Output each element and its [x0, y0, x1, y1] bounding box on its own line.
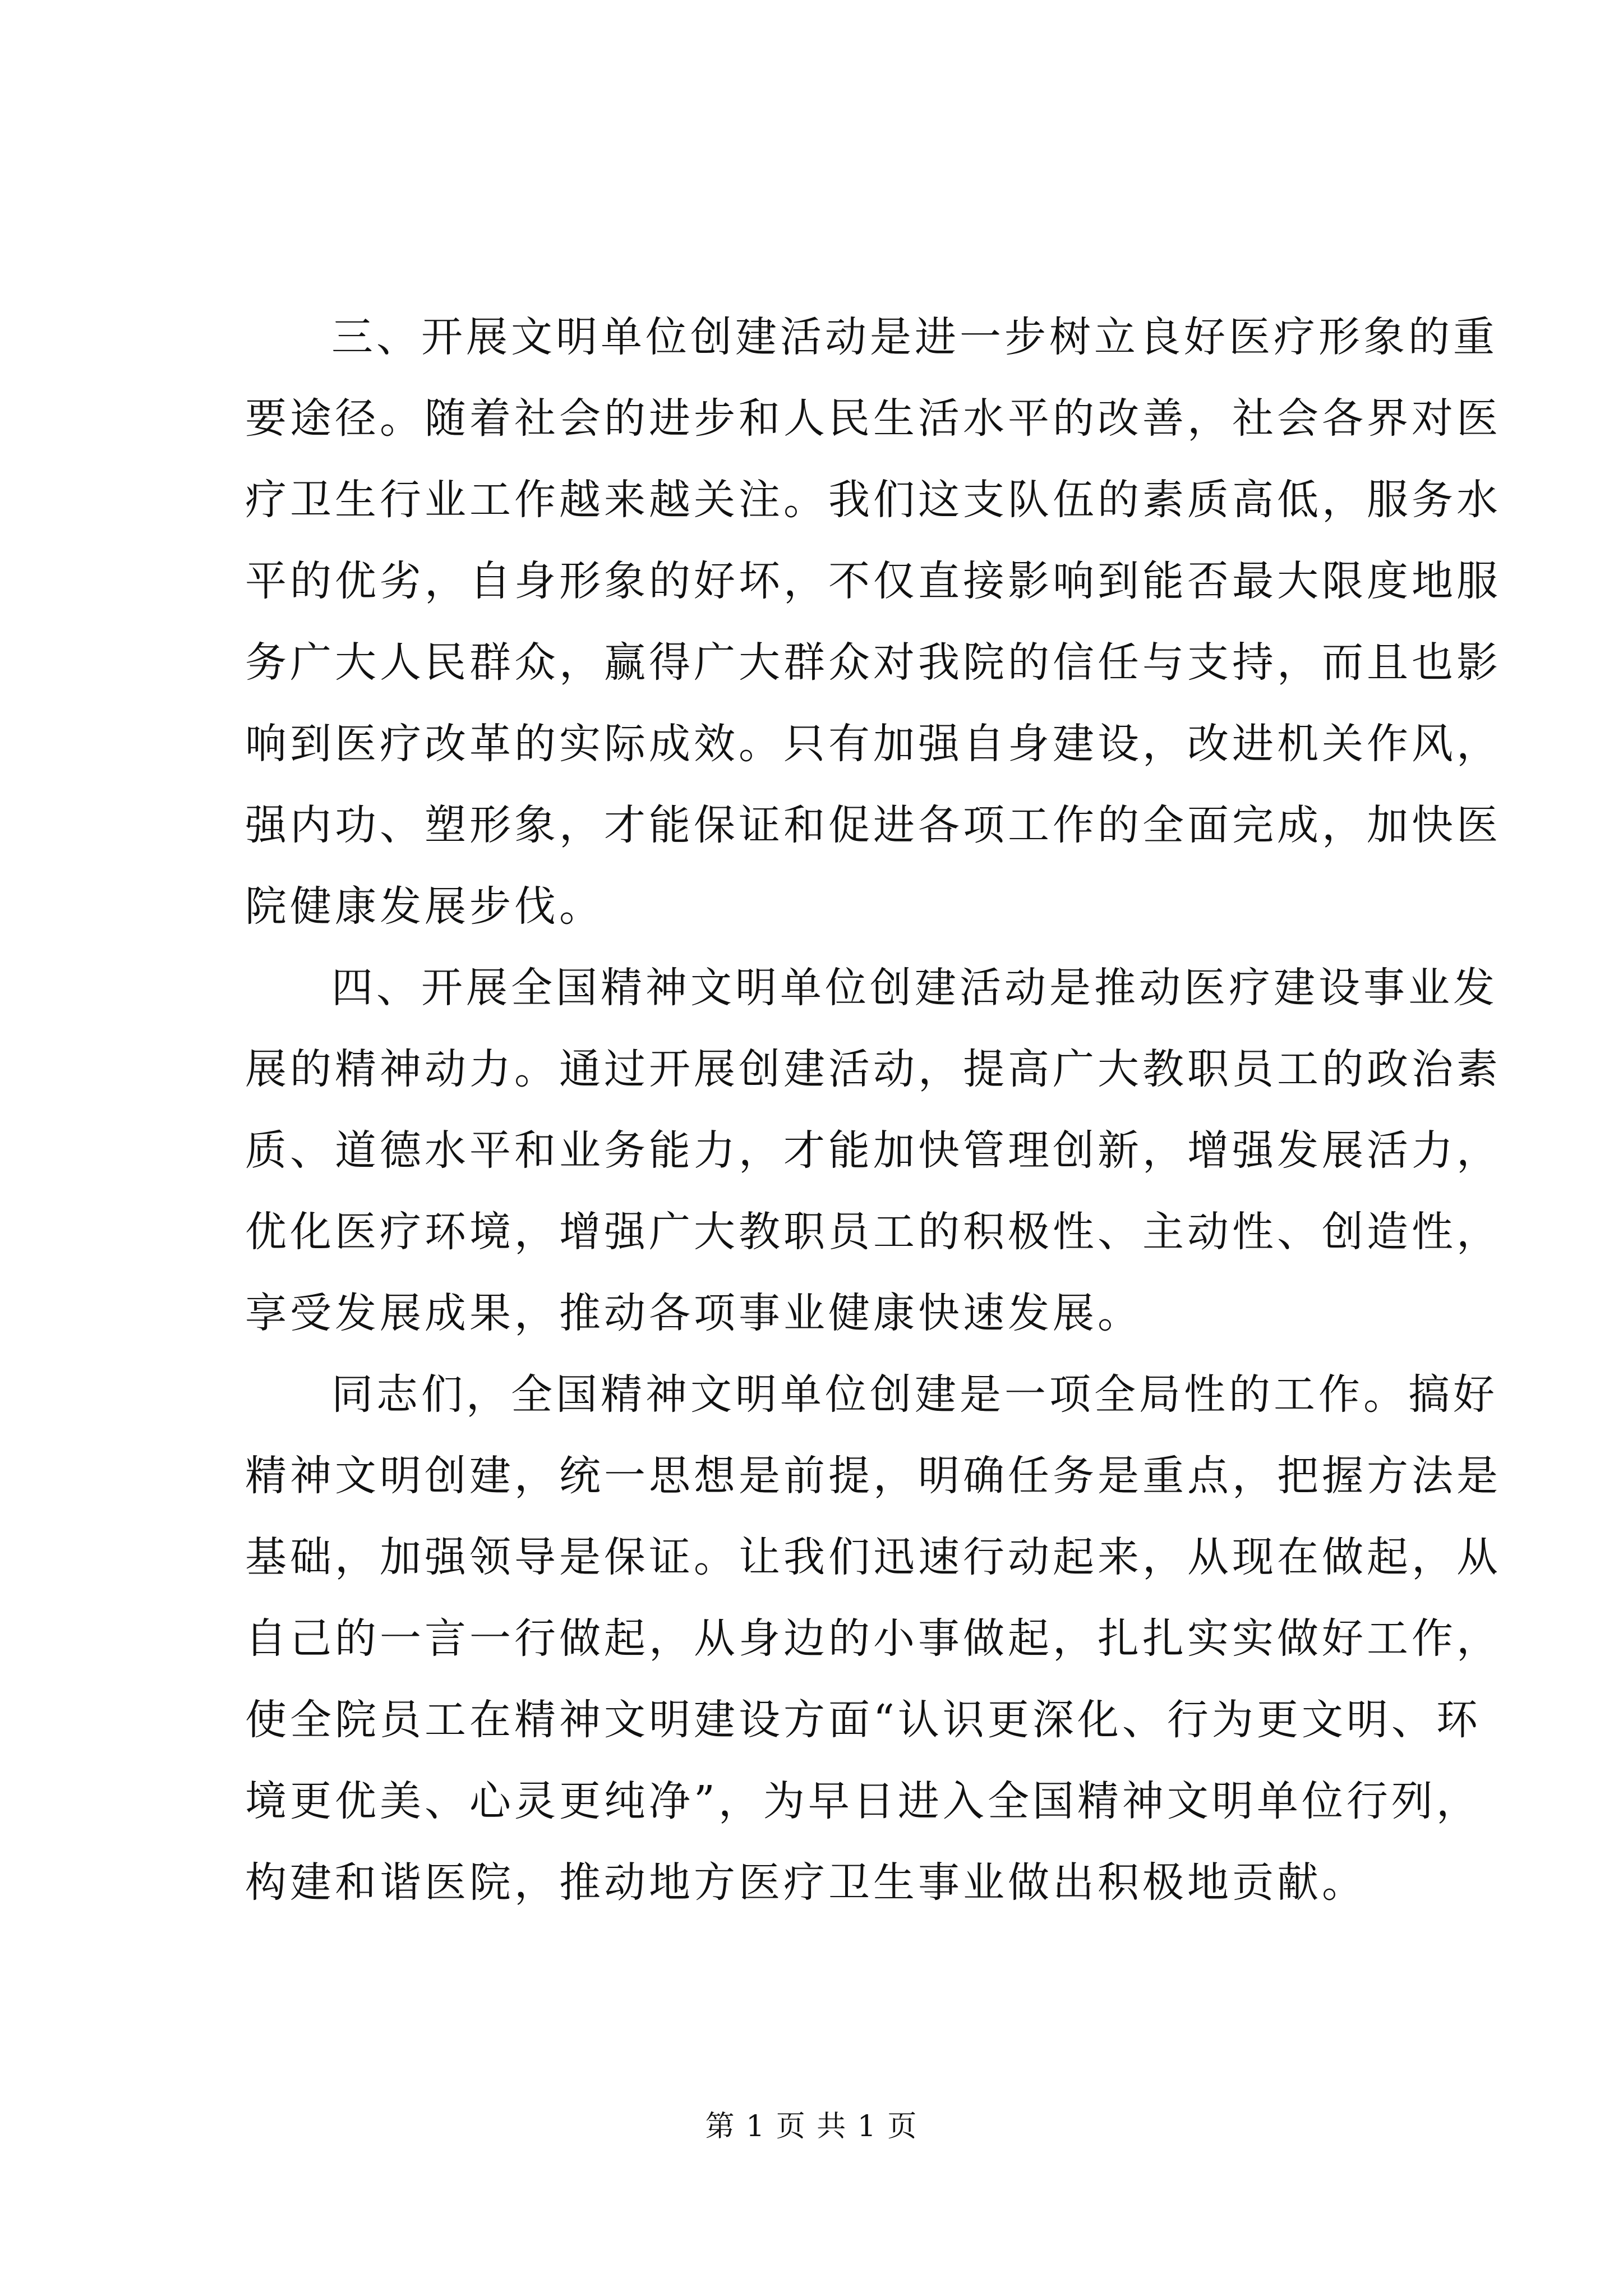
paragraph-line: 要途径。随着社会的进步和人民生活水平的改善，社会各界对医 [245, 394, 1501, 443]
paragraph-line: 构建和谐医院，推动地方医疗卫生事业做出积极地贡献。 [245, 1858, 1367, 1907]
paragraph-line: 疗卫生行业工作越来越关注。我们这支队伍的素质高低，服务水 [245, 476, 1501, 524]
paragraph-line: 三、开展文明单位创建活动是进一步树立良好医疗形象的重 [331, 313, 1498, 361]
paragraph-4 [245, 947, 1501, 1354]
paragraph-line: 四、开展全国精神文明单位创建活动是推动医疗建设事业发 [331, 964, 1498, 1012]
paragraph-line: 优化医疗环境，增强广大教职员工的积极性、主动性、创造性， [245, 1208, 1501, 1256]
paragraph-3 [245, 297, 1501, 947]
paragraph-line: 平的优劣，自身形象的好坏，不仅直接影响到能否最大限度地服 [245, 557, 1501, 605]
paragraph-line: 享受发展成果，推动各项事业健康快速发展。 [245, 1289, 1142, 1337]
paragraph-line: 境更优美、心灵更纯净”，为早日进入全国精神文明单位行列， [245, 1777, 1481, 1825]
paragraph-line: 使全院员工在精神文明建设方面“认识更深化、行为更文明、环 [245, 1696, 1481, 1744]
paragraph-line: 响到医疗改革的实际成效。只有加强自身建设，改进机关作风， [245, 720, 1501, 768]
page-number-label: 第 1 页 共 1 页 [705, 2110, 918, 2143]
paragraph-line: 务广大人民群众，赢得广大群众对我院的信任与支持，而且也影 [245, 638, 1501, 687]
paragraph-line: 强内功、塑形象，才能保证和促进各项工作的全面完成，加快医 [245, 801, 1501, 849]
paragraph-line: 自己的一言一行做起，从身边的小事做起，扎扎实实做好工作， [245, 1614, 1501, 1663]
paragraph-closing [245, 1354, 1501, 1924]
page-footer [0, 2102, 1623, 2145]
paragraph-line: 院健康发展步伐。 [245, 882, 604, 931]
paragraph-line: 精神文明创建，统一思想是前提，明确任务是重点，把握方法是 [245, 1452, 1501, 1500]
paragraph-line: 质、道德水平和业务能力，才能加快管理创新，增强发展活力， [245, 1126, 1501, 1175]
paragraph-line: 同志们，全国精神文明单位创建是一项全局性的工作。搞好 [331, 1370, 1498, 1419]
paragraph-line: 基础，加强领导是保证。让我们迅速行动起来，从现在做起，从 [245, 1533, 1501, 1581]
paragraph-line: 展的精神动力。通过开展创建活动，提高广大教职员工的政治素 [245, 1045, 1501, 1093]
document-body [245, 297, 1501, 1924]
